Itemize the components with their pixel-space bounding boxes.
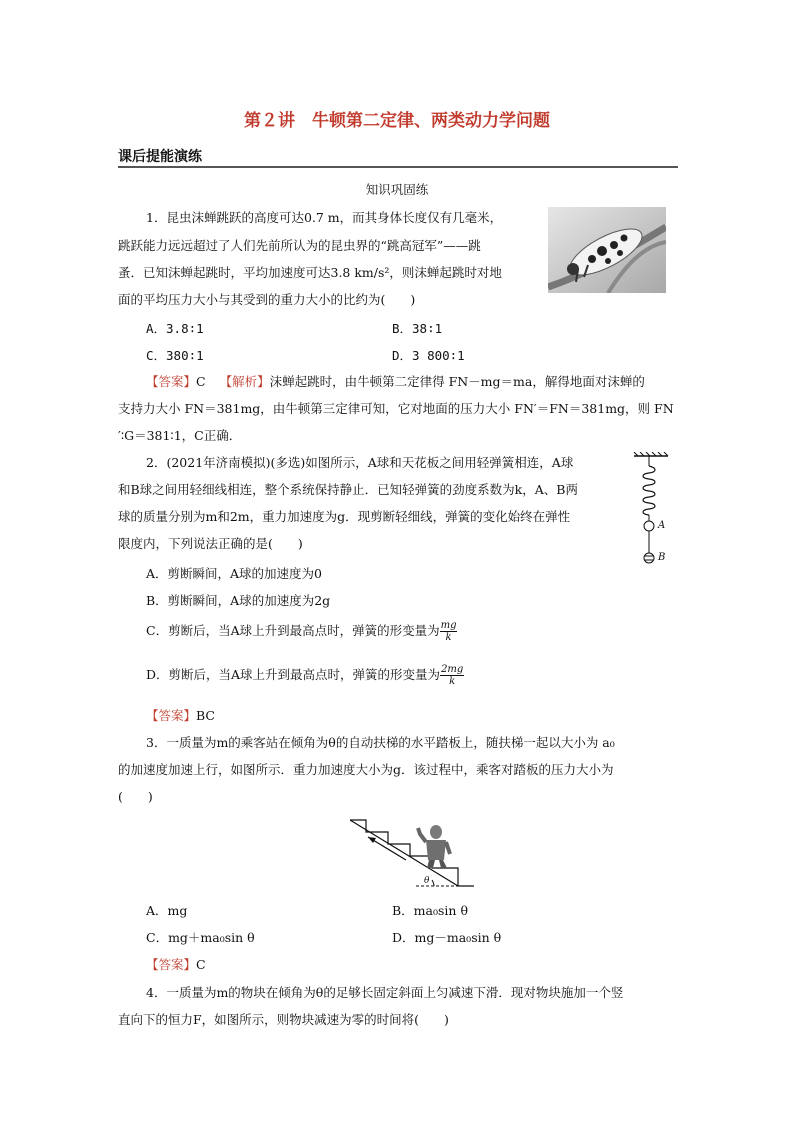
answer-tag: 【答案】 xyxy=(146,708,197,723)
escalator-diagram xyxy=(346,810,476,892)
analysis-line-3: ′∶G＝381∶1，C正确． xyxy=(118,428,242,443)
q3-option-d: D．mg－ma₀sin θ xyxy=(392,930,502,945)
answer-tag: 【答案】 xyxy=(146,957,197,972)
q2-option-d xyxy=(146,664,464,687)
fraction-denominator: k xyxy=(445,632,452,643)
spring-diagram xyxy=(630,452,672,570)
q3-option-c: C．mg＋ma₀sin θ xyxy=(146,930,255,945)
q2-option-b: B．剪断瞬间，A球的加速度为2g xyxy=(146,593,331,608)
answer-value: C xyxy=(196,957,206,972)
fraction xyxy=(440,620,458,643)
fraction-numerator: mg xyxy=(440,620,457,631)
subsection-title: 知识巩固练 xyxy=(365,182,429,197)
q1-option-d: D．3 800∶1 xyxy=(392,348,465,363)
q2-line-2: 和B球之间用轻细线相连，整个系统保持静止．已知轻弹簧的劲度系数为k，A、B两 xyxy=(118,482,578,497)
fraction-denominator: k xyxy=(449,676,456,687)
answer-value: BC xyxy=(196,708,215,723)
analysis-line-1: 沫蝉起跳时，由牛顿第二定律得 FN－mg＝ma，解得地面对沫蝉的 xyxy=(269,374,645,389)
q2-option-a: A．剪断瞬间，A球的加速度为0 xyxy=(146,566,323,581)
q1-option-a: A．3.8∶1 xyxy=(146,321,204,336)
q3-line-3: ( ) xyxy=(118,789,153,804)
analysis-tag: 【解析】 xyxy=(219,374,270,389)
section-title: 课后提能演练 xyxy=(118,149,202,165)
fraction xyxy=(440,664,464,687)
q3-option-a: A．mg xyxy=(146,903,188,918)
q1-line-1: 1．昆虫沫蝉跳跃的高度可达0.7 m，而其身体长度仅有几毫米， xyxy=(146,210,503,225)
fraction-numerator: 2mg xyxy=(441,664,464,675)
q2-option-c-text: C．剪断后，当A球上升到最高点时，弹簧的形变量为 xyxy=(146,623,440,638)
q3-answer-row xyxy=(146,955,206,973)
label-ball-a: A xyxy=(658,520,666,531)
answer-tag: 【答案】 xyxy=(146,374,197,389)
q3-option-b: B．ma₀sin θ xyxy=(392,903,468,918)
q1-option-b: B．38∶1 xyxy=(392,321,443,336)
q4-line-1: 4．一质量为m的物块在倾角为θ的足够长固定斜面上匀减速下滑．现对物块施加一个竖 xyxy=(146,985,624,1000)
q2-option-d-text: D．剪断后，当A球上升到最高点时，弹簧的形变量为 xyxy=(146,667,441,682)
q2-answer-row xyxy=(146,706,215,724)
page-title: 第２讲 牛顿第二定律、两类动力学问题 xyxy=(244,111,550,131)
q3-line-1: 3．一质量为m的乘客站在倾角为θ的自动扶梯的水平踏板上，随扶梯一起以大小为 a₀ xyxy=(146,735,615,750)
q2-line-1: 2．(2021年济南模拟)(多选)如图所示，A球和天花板之间用轻弹簧相连，A球 xyxy=(146,455,574,470)
analysis-line-2: 支持力大小 FN＝381mg，由牛顿第三定律可知，它对地面的压力大小 FN′＝FN＝381mg，则 FN xyxy=(118,401,674,416)
label-ball-b: B xyxy=(658,552,666,563)
q1-line-3: 蚤．已知沫蝉起跳时，平均加速度可达3.8 km/s²，则沫蝉起跳时对地 xyxy=(118,265,502,280)
q1-answer-row xyxy=(146,372,645,390)
froghopper-photo xyxy=(548,207,666,293)
section-divider xyxy=(118,166,678,168)
theta-label: θ xyxy=(424,876,430,886)
q1-line-2: 跳跃能力远远超过了人们先前所认为的昆虫界的“跳高冠军”——跳 xyxy=(118,238,481,253)
q2-line-3: 球的质量分别为m和2m，重力加速度为g．现剪断轻细线，弹簧的变化始终在弹性 xyxy=(118,509,571,524)
answer-value: C xyxy=(196,374,206,389)
q2-option-c xyxy=(146,620,457,643)
q3-line-2: 的加速度加速上行，如图所示．重力加速度大小为g．该过程中，乘客对踏板的压力大小为 xyxy=(118,762,614,777)
q2-line-4: 限度内，下列说法正确的是( ) xyxy=(118,536,303,551)
q4-line-2: 直向下的恒力F，如图所示，则物块减速为零的时间将( ) xyxy=(118,1012,449,1027)
q1-line-4: 面的平均压力大小与其受到的重力大小的比约为( ) xyxy=(118,292,416,307)
q1-option-c: C．380∶1 xyxy=(146,348,204,363)
